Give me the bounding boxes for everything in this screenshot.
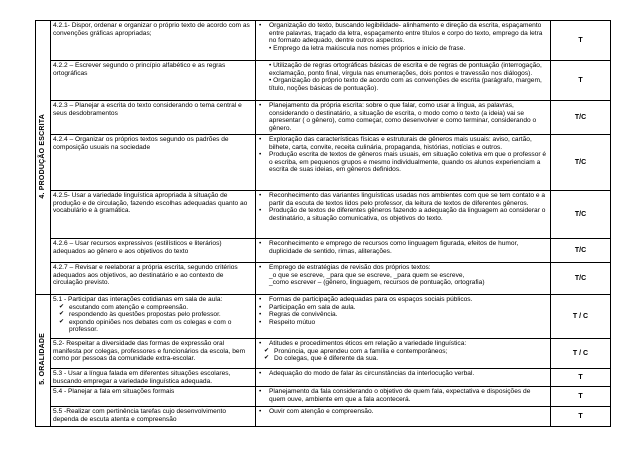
table-row xyxy=(36,387,611,407)
level-cell: T/C xyxy=(551,101,611,135)
section-label: 4. PRODUÇÃO ESCRITA xyxy=(39,113,47,199)
content-cell xyxy=(256,369,551,387)
table-row xyxy=(36,369,611,387)
objective-cell: 5.3 - Usar a língua falada em diferentes situações escolares, buscando empregar a variedade linguística adequada. xyxy=(51,369,256,387)
table-row xyxy=(36,239,611,263)
list-item: ✔ escutando com atenção e compreensão. xyxy=(59,304,253,312)
objective-cell: 4.2.3 – Planejar a escrita do texto considerando o tema central e seus desdobramentos xyxy=(51,101,256,135)
content-cell xyxy=(256,135,551,191)
list-item: ✔ expondo opiniões nos debates com os colegas e com o professor. xyxy=(59,319,253,334)
content-cell xyxy=(256,239,551,263)
level-cell: T xyxy=(551,387,611,407)
level-cell: T/C xyxy=(551,135,611,191)
list-item: • Produção escrita de textos de gêneros mais usuais, em situação coletiva em que o professor é o escriba, em pequenos grupos e mesmo individualmente, quando os alunos experienciam a escrita de suas ideias, em gêneros definidos. xyxy=(258,151,548,174)
list-item: • Emprego da letra maiúscula nos nomes próprios e início de frase. xyxy=(269,44,466,52)
list-item: ✔ Do colegas, que é diferente da sua. xyxy=(264,355,548,363)
table-row xyxy=(36,191,611,239)
list-item: • Emprego de estratégias de revisão dos próprios textos: xyxy=(258,264,548,272)
objective-cell: 4.2.6 – Usar recursos expressivos (estilísticos e literários) adequados ao gênero e aos objetivos do texto xyxy=(51,239,256,263)
list-item: • Adequação do modo de falar às circunstâncias da interlocução verbal. xyxy=(258,370,548,378)
curriculum-table xyxy=(35,20,611,427)
objective-cell: 4.2.2 – Escrever segundo o princípio alfabético e as regras ortográficas xyxy=(51,61,256,101)
list-item: • Formas de participação adequadas para os espaços sociais públicos. xyxy=(258,296,548,304)
table-row xyxy=(36,61,611,101)
list-item: ✔ Pronúncia, que aprendeu com a família e contemporâneos; xyxy=(264,348,548,356)
list-item: • Atitudes e procedimentos éticos em relação a variedade linguística: xyxy=(258,340,548,348)
content-cell xyxy=(256,21,551,61)
objective-cell: 4.2.4 – Organizar os próprios textos segundo os padrões de composição usuais na sociedade xyxy=(51,135,256,191)
table-row xyxy=(36,295,611,339)
objective-cell: 4.2.5- Usar a variedade linguística apropriada à situação de produção e de circulação, fazendo escolhas adequadas quanto ao vocabulário e à gramática. xyxy=(51,191,256,239)
section-label: 5. ORALIDADE xyxy=(39,333,47,386)
level-cell: T / C xyxy=(551,295,611,339)
list-item: • Reconhecimento das variantes linguísticas usadas nos ambientes com que se tem contato e a partir da escuta de textos lidos pelo professor, da leitura de textos de diferentes gêneros. xyxy=(258,192,548,207)
list-item: • Utilização de regras ortográficas básicas de escrita e de regras de pontuação (interrogação, exclamação, ponto final, vírgula nas enumerações, dois pontos e travessão nos diálogos). xyxy=(269,62,542,77)
table-row xyxy=(36,101,611,135)
objective-cell: 4.2.1- Dispor, ordenar e organizar o próprio texto de acordo com as convenções gráficas apropriadas; xyxy=(51,21,256,61)
level-cell: T xyxy=(551,61,611,101)
content-cell xyxy=(256,339,551,369)
list-item: • Organização do texto, buscando legibilidade- alinhamento e direção da escrita, espaçamento entre palavras, traçado da letra, espaçamento entre títulos e corpo do texto, emprego da letra no formato adequado, dentre outros aspectos. xyxy=(258,22,548,45)
objective-cell: 5.5 -Realizar com pertinência tarefas cujo desenvolvimento dependa de escuta atenta e compreensão xyxy=(51,407,256,427)
content-cell xyxy=(256,191,551,239)
level-cell: T xyxy=(551,407,611,427)
objective-cell: 5.4 - Planejar a fala em situações formais xyxy=(51,387,256,407)
list-item: • Organização do próprio texto de acordo com as convenções de escrita (parágrafo, margem, título, noções básicas de pontuação). xyxy=(269,77,542,92)
level-cell: T/C xyxy=(551,263,611,295)
list-item: • Produção de textos de diferentes gêneros fazendo a adequação da linguagem ao considerar o destinatário, a situação comunicativa, os objetivos do texto. xyxy=(258,207,548,222)
objective-cell: 5.2- Respeitar a diversidade das formas de expressão oral manifesta por colegas, professores e funcionários da escola, bem como por pessoas da comunidade extra-escolar. xyxy=(51,339,256,369)
list-item: • Participação em sala de aula. xyxy=(258,304,548,312)
level-cell: T xyxy=(551,21,611,61)
level-cell: T/C xyxy=(551,239,611,263)
content-cell xyxy=(256,101,551,135)
content-cell xyxy=(256,407,551,427)
content-cell xyxy=(256,263,551,295)
list-item: _o que se escreve, _para que se escreve, _para quem se escreve, xyxy=(269,271,465,279)
level-cell: T xyxy=(551,369,611,387)
objective-cell: 4.2.7 – Revisar e reelaborar a própria escrita, segundo critérios adequados aos objetivos, ao destinatário e ao contexto de circulação previsto. xyxy=(51,263,256,295)
objective-text: 5.1 - Participar das interações cotidianas em sala de aula: xyxy=(53,296,223,303)
section-producao-escrita xyxy=(36,21,51,295)
level-cell: T / C xyxy=(551,339,611,369)
level-cell: T/C xyxy=(551,191,611,239)
list-item: ✔ respondendo às questões propostas pelo professor. xyxy=(59,311,253,319)
content-cell xyxy=(256,295,551,339)
list-item: • Reconhecimento e emprego de recursos como linguagem figurada, efeitos de humor, duplicidade de sentido, rimas, aliterações. xyxy=(258,240,548,255)
list-item: • Planejamento da fala considerando o objetivo de quem fala, expectativa e disposições de quem ouve, ambiente em que a fala acontecerá. xyxy=(258,388,548,403)
table-row xyxy=(36,135,611,191)
content-cell xyxy=(256,61,551,101)
list-item: _como escrever – (gênero, linguagem, recursos de pontuação, ortografia) xyxy=(269,279,485,287)
list-item: • Exploração das características físicas e estruturais de gêneros mais usuais: aviso, cartão, bilhete, carta, convite, receita culinária, propaganda, histórias, notícias e outros. xyxy=(258,136,548,151)
table-row xyxy=(36,263,611,295)
table-row xyxy=(36,407,611,427)
content-cell xyxy=(256,387,551,407)
table-row xyxy=(36,21,611,61)
list-item: • Respeito mútuo xyxy=(258,319,548,327)
section-oralidade xyxy=(36,295,51,427)
list-item: • Ouvir com atenção e compreensão. xyxy=(258,408,548,416)
objective-cell xyxy=(51,295,256,339)
list-item: • Planejamento da própria escrita: sobre o que falar, como usar a língua, as palavras, considerando o destinatário, a situação de escrita, o modo como o texto (a ideia) vai se apresentar ( o gênero), como começar, como desenvolver e como terminar, considerando o gênero. xyxy=(258,102,548,132)
list-item: • Regras de convivência. xyxy=(258,311,548,319)
table-row xyxy=(36,339,611,369)
